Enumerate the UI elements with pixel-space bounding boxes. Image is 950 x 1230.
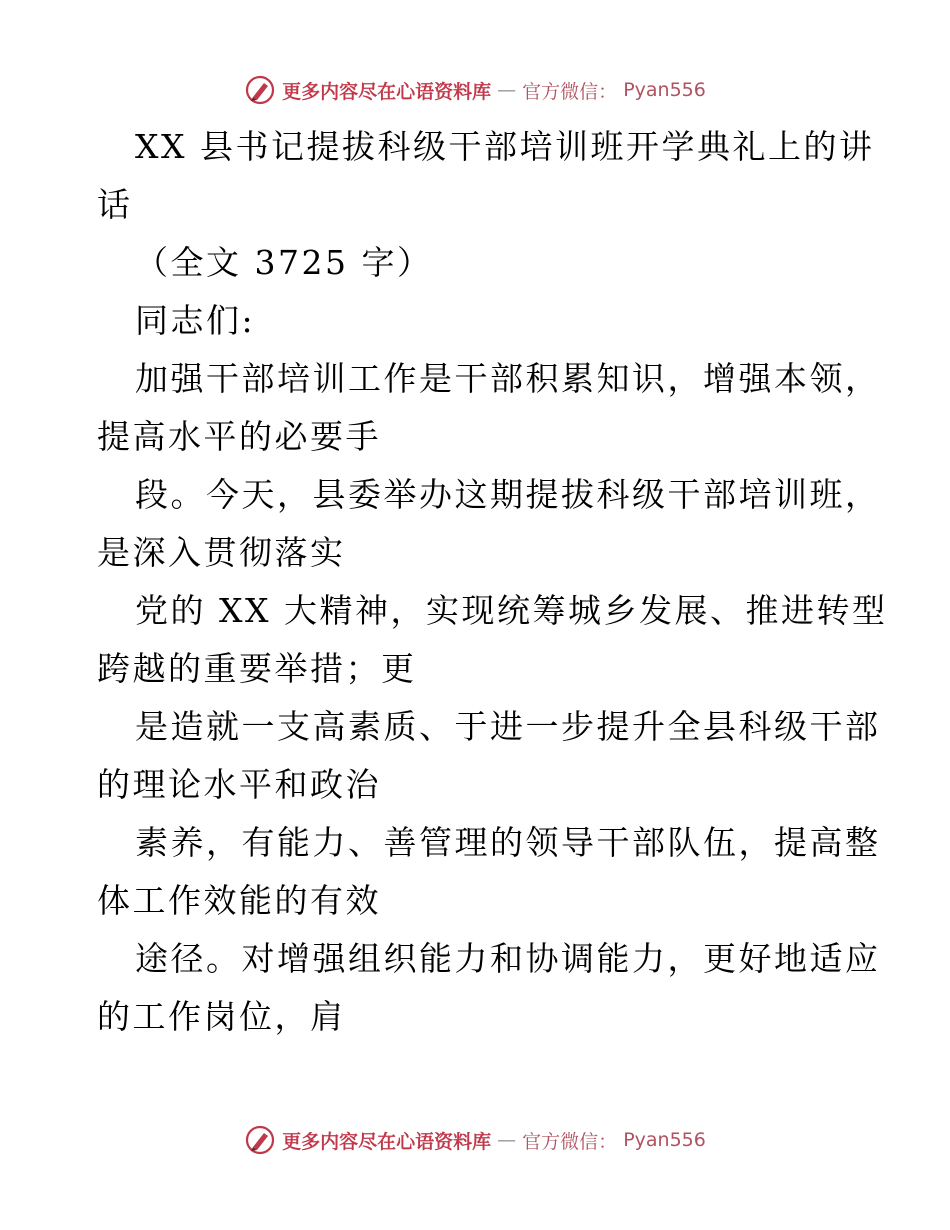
page-header (0, 70, 950, 110)
doc-title-line-1: XX 县书记提拔科级干部培训班开学典礼上的讲 (135, 127, 875, 166)
doc-paragraph-line: 体工作效能的有效 (97, 881, 381, 920)
pen-logo-icon (244, 1124, 276, 1156)
doc-paragraph-line: 途径。对增强组织能力和协调能力，更好地适应 (135, 939, 881, 978)
page-footer (0, 1120, 950, 1160)
header-banner-separator: — (497, 79, 517, 101)
doc-paragraph-line: 的工作岗位，肩 (97, 997, 346, 1036)
pen-logo-icon (244, 74, 276, 106)
doc-paragraph-line: 党的 XX 大精神，实现统筹城乡发展、推进转型 (135, 591, 888, 630)
doc-salutation: 同志们: (135, 301, 256, 340)
footer-banner (244, 1124, 706, 1156)
doc-paragraph-line: 是造就一支高素质、于进一步提升全县科级干部 (135, 707, 881, 746)
header-banner (244, 74, 706, 106)
doc-paragraph-line: 的理论水平和政治 (97, 765, 381, 804)
footer-banner-separator: — (497, 1129, 517, 1151)
header-wechat-id: Pyan556 (623, 79, 706, 101)
doc-title-line-2: 话 (97, 185, 133, 224)
doc-paragraph-line: 素养，有能力、善管理的领导干部队伍，提高整 (135, 823, 881, 862)
footer-wechat-label: 官方微信： (522, 1130, 618, 1153)
document-body (97, 118, 888, 1046)
footer-wechat-id: Pyan556 (623, 1129, 706, 1151)
doc-paragraph-line: 跨越的重要举措；更 (97, 649, 417, 688)
doc-paragraph-line: 是深入贯彻落实 (97, 533, 346, 572)
footer-banner-text: 更多内容尽在心语资料库 (282, 1130, 492, 1153)
header-banner-text: 更多内容尽在心语资料库 (282, 80, 492, 103)
doc-paragraph-line: 段。今天，县委举办这期提拔科级干部培训班， (135, 475, 881, 514)
doc-paragraph-line: 提高水平的必要手 (97, 417, 381, 456)
header-wechat-label: 官方微信： (522, 80, 618, 103)
doc-paragraph-line: 加强干部培训工作是干部积累知识，增强本领， (135, 359, 881, 398)
doc-word-count: （全文 3725 字） (135, 243, 433, 282)
